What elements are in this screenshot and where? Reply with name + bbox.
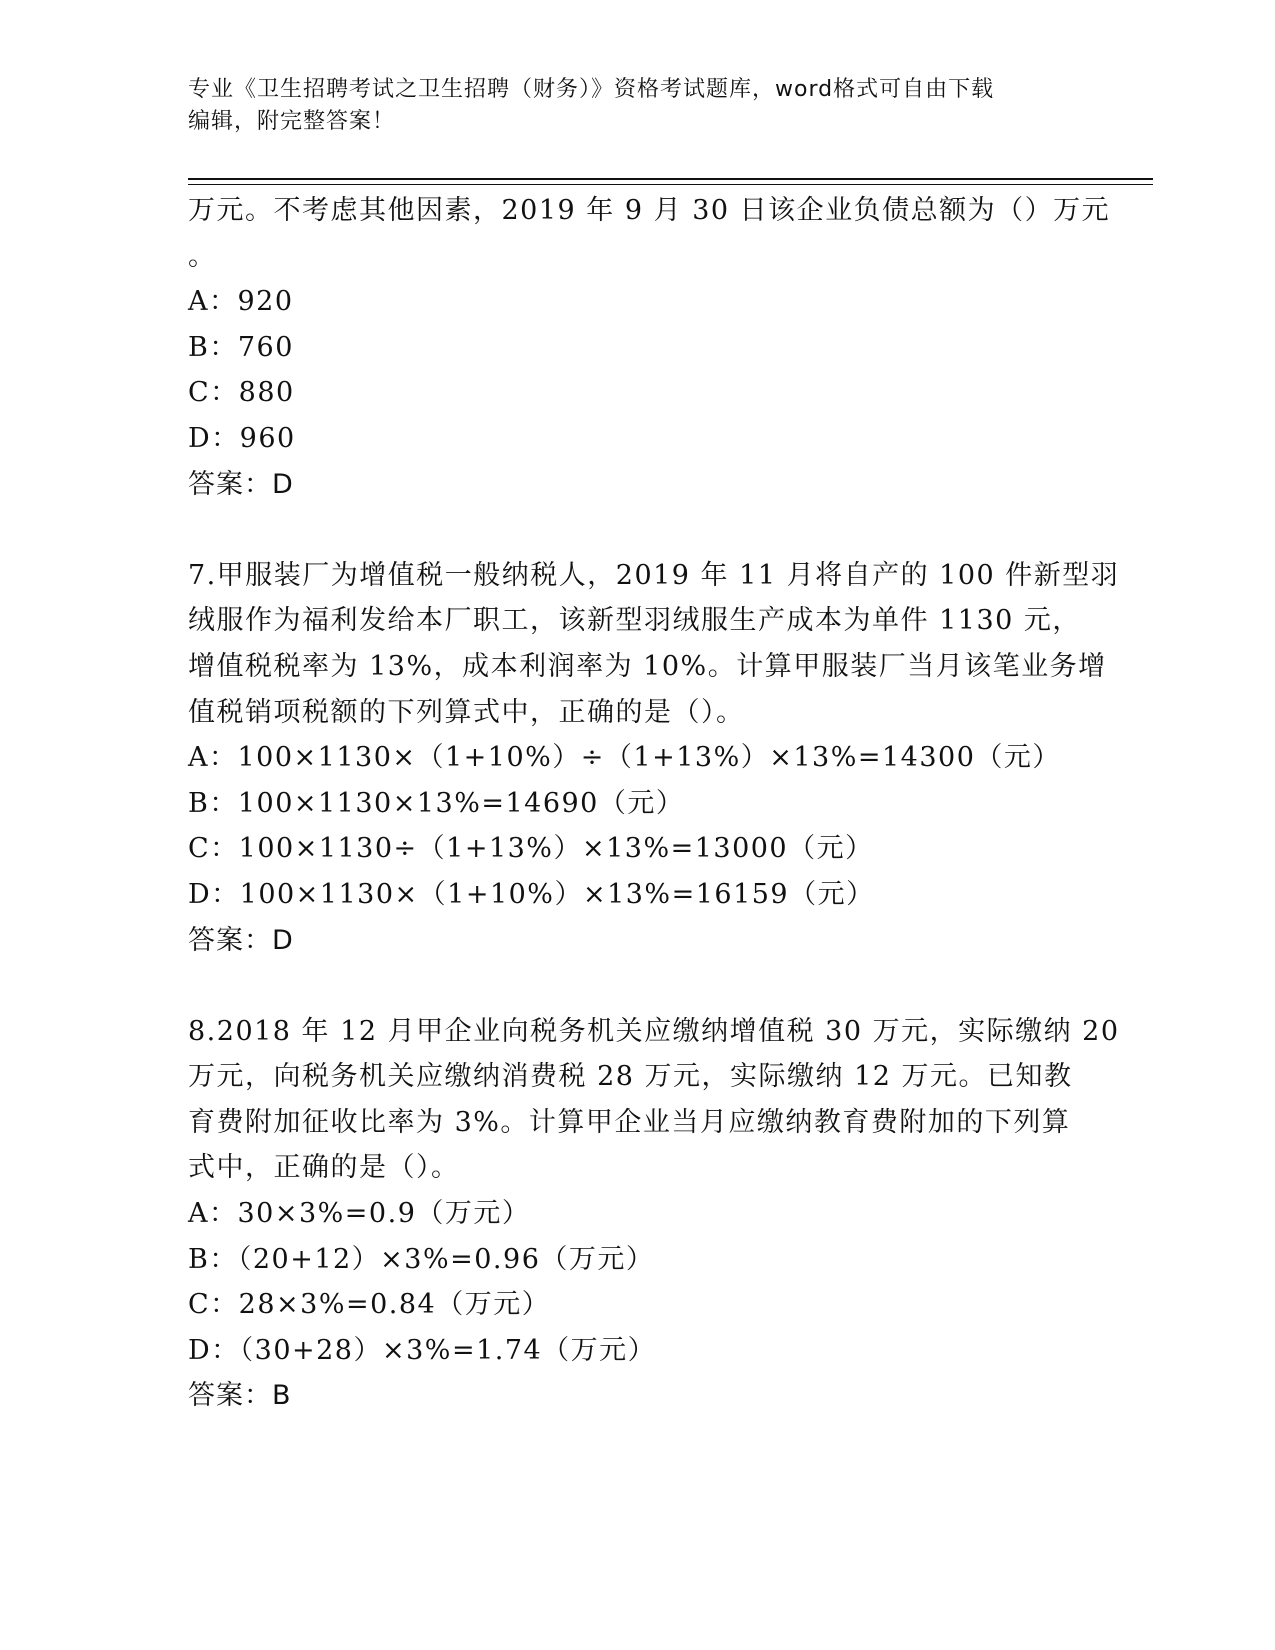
question-6-option-d: D：960 xyxy=(188,422,296,454)
question-6-answer: 答案：D xyxy=(188,468,294,500)
header-rule-thin xyxy=(188,184,1153,185)
question-8-stem-line-3: 育费附加征收比率为 3%。计算甲企业当月应缴纳教育费附加的下列算 xyxy=(188,1106,1071,1138)
question-8-option-c: C：28×3%=0.84（万元） xyxy=(188,1289,551,1321)
document-header xyxy=(188,74,1088,138)
header-line-1: 专业《卫生招聘考试之卫生招聘（财务）》资格考试题库，word格式可自由下载 xyxy=(188,77,995,102)
spacer xyxy=(188,963,1088,1009)
question-7-option-b: B：100×1130×13%=14690（元） xyxy=(188,787,685,819)
question-7-stem-line-1: 7.甲服装厂为增值税一般纳税人，2019 年 11 月将自产的 100 件新型羽 xyxy=(188,559,1120,591)
question-7-answer: 答案：D xyxy=(188,924,294,956)
question-8-option-a: A：30×3%=0.9（万元） xyxy=(188,1198,531,1230)
question-7 xyxy=(188,553,1120,963)
question-6-stem-line-2: 。 xyxy=(188,240,217,272)
document-body xyxy=(188,188,1120,1419)
question-7-stem-line-2: 绒服作为福利发给本厂职工，该新型羽绒服生产成本为单件 1130 元， xyxy=(188,605,1081,637)
question-6 xyxy=(188,188,1111,507)
question-6-option-b: B：760 xyxy=(188,331,294,363)
question-6-stem-line-1: 万元。不考虑其他因素，2019 年 9 月 30 日该企业负债总额为（）万元 xyxy=(188,195,1111,226)
question-8-stem-line-1: 8.2018 年 12 月甲企业向税务机关应缴纳增值税 30 万元，实际缴纳 20 xyxy=(188,1015,1120,1047)
question-7-option-d: D：100×1130×（1+10%）×13%=16159（元） xyxy=(188,878,875,910)
question-6-option-a: A：920 xyxy=(188,286,294,318)
question-8-stem-line-2: 万元，向税务机关应缴纳消费税 28 万元，实际缴纳 12 万元。已知教 xyxy=(188,1061,1073,1093)
question-8-stem-line-4: 式中，正确的是（）。 xyxy=(188,1152,460,1184)
question-8-option-b: B：（20+12）×3%=0.96（万元） xyxy=(188,1243,655,1275)
question-7-option-c: C：100×1130÷（1+13%）×13%=13000（元） xyxy=(188,833,874,865)
header-rule-thick xyxy=(188,178,1153,180)
question-8-answer: 答案：B xyxy=(188,1380,292,1412)
header-line-2: 编辑，附完整答案！ xyxy=(188,109,396,134)
spacer xyxy=(188,507,1088,553)
question-7-option-a: A：100×1130×（1+10%）÷（1+13%）×13%=14300（元） xyxy=(188,742,1061,774)
question-8-option-d: D：（30+28）×3%=1.74（万元） xyxy=(188,1334,657,1366)
question-6-option-c: C：880 xyxy=(188,377,295,409)
question-7-stem-line-3: 增值税税率为 13%，成本利润率为 10%。计算甲服装厂当月该笔业务增 xyxy=(188,650,1107,682)
question-7-stem-line-4: 值税销项税额的下列算式中，正确的是（）。 xyxy=(188,696,745,728)
question-8 xyxy=(188,1009,1120,1419)
